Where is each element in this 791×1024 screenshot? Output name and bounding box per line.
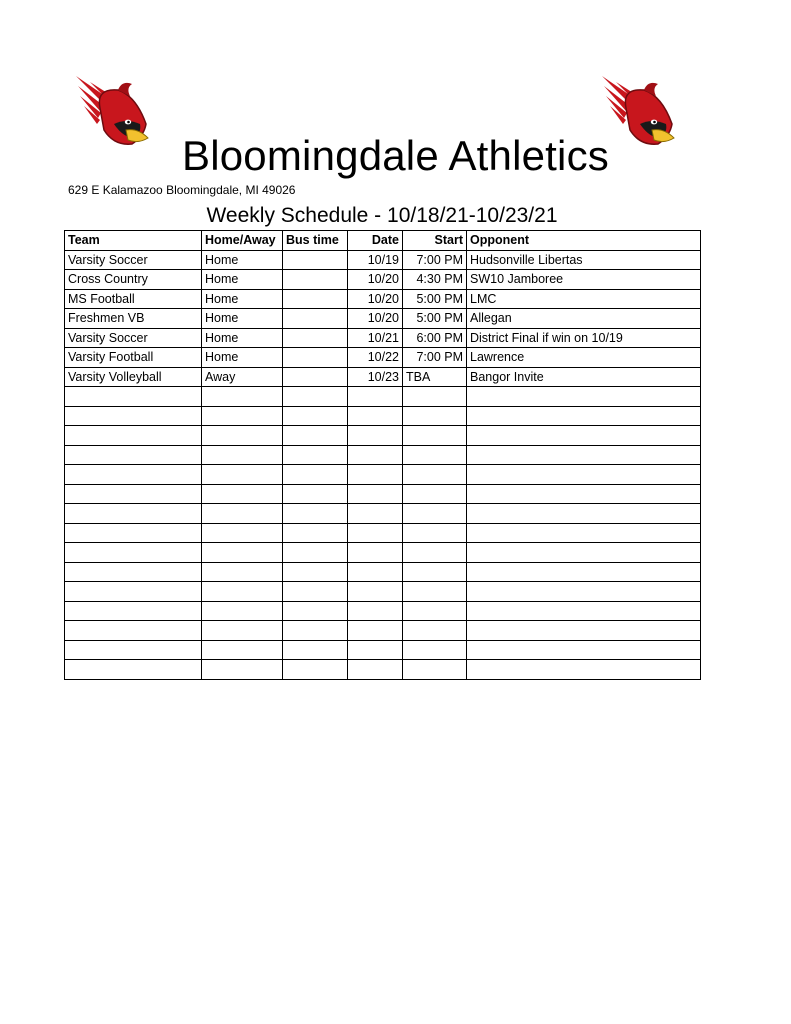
table-row (65, 348, 701, 368)
cell-date: 10/21 (348, 328, 403, 348)
cell-opponent (467, 582, 701, 602)
cell-team (65, 465, 202, 485)
cell-team: Varsity Volleyball (65, 367, 202, 387)
header-team: Team (65, 231, 202, 251)
cell-team (65, 660, 202, 680)
cell-opponent (467, 387, 701, 407)
cell-team (65, 562, 202, 582)
cell-bus-time (283, 562, 348, 582)
cell-bus-time (283, 445, 348, 465)
cell-start (403, 640, 467, 660)
table-row (65, 289, 701, 309)
cell-start: 5:00 PM (403, 289, 467, 309)
cell-home-away: Home (202, 309, 283, 329)
cell-date (348, 601, 403, 621)
table-row (65, 640, 701, 660)
cell-start (403, 543, 467, 563)
cell-bus-time (283, 601, 348, 621)
cell-home-away: Home (202, 328, 283, 348)
cell-date: 10/20 (348, 289, 403, 309)
cell-opponent (467, 504, 701, 524)
cell-start (403, 660, 467, 680)
cell-opponent (467, 621, 701, 641)
cell-opponent (467, 445, 701, 465)
cell-date: 10/19 (348, 250, 403, 270)
table-row (65, 484, 701, 504)
table-row (65, 445, 701, 465)
cell-opponent (467, 523, 701, 543)
cell-opponent (467, 562, 701, 582)
header-opponent: Opponent (467, 231, 701, 251)
cell-team (65, 484, 202, 504)
header-home-away: Home/Away (202, 231, 283, 251)
cell-start: 7:00 PM (403, 348, 467, 368)
cell-start (403, 582, 467, 602)
cell-date: 10/20 (348, 270, 403, 290)
cell-home-away: Home (202, 289, 283, 309)
cell-team (65, 387, 202, 407)
cell-team (65, 523, 202, 543)
cell-team (65, 640, 202, 660)
cell-home-away (202, 426, 283, 446)
cell-team (65, 601, 202, 621)
cell-bus-time (283, 270, 348, 290)
cell-start (403, 465, 467, 485)
cell-home-away: Home (202, 270, 283, 290)
page-title: Bloomingdale Athletics (182, 132, 609, 179)
cell-home-away (202, 621, 283, 641)
cell-date (348, 523, 403, 543)
cell-opponent: Bangor Invite (467, 367, 701, 387)
cell-bus-time (283, 484, 348, 504)
table-row (65, 270, 701, 290)
cell-home-away (202, 660, 283, 680)
cell-home-away (202, 465, 283, 485)
cell-home-away (202, 523, 283, 543)
cell-bus-time (283, 504, 348, 524)
cell-bus-time (283, 582, 348, 602)
cell-start (403, 406, 467, 426)
cell-bus-time (283, 250, 348, 270)
cell-date (348, 445, 403, 465)
cell-home-away (202, 484, 283, 504)
cell-date: 10/22 (348, 348, 403, 368)
cell-opponent: Lawrence (467, 348, 701, 368)
cell-home-away (202, 640, 283, 660)
cell-team (65, 426, 202, 446)
table-row (65, 543, 701, 563)
cell-bus-time (283, 309, 348, 329)
cell-start (403, 601, 467, 621)
cell-team: MS Football (65, 289, 202, 309)
header-date: Date (348, 231, 403, 251)
cell-opponent (467, 601, 701, 621)
school-address: 629 E Kalamazoo Bloomingdale, MI 49026 (68, 183, 296, 197)
table-row (65, 250, 701, 270)
cell-date (348, 621, 403, 641)
cell-opponent (467, 406, 701, 426)
cell-start (403, 445, 467, 465)
cell-date (348, 543, 403, 563)
cell-start (403, 426, 467, 446)
cell-opponent (467, 640, 701, 660)
cell-date (348, 640, 403, 660)
cell-start (403, 504, 467, 524)
cell-date (348, 504, 403, 524)
cell-start (403, 484, 467, 504)
cell-home-away (202, 562, 283, 582)
table-row (65, 367, 701, 387)
cell-opponent (467, 660, 701, 680)
table-row (65, 562, 701, 582)
cell-home-away (202, 387, 283, 407)
cell-team (65, 582, 202, 602)
cell-date (348, 426, 403, 446)
cell-bus-time (283, 289, 348, 309)
cell-bus-time (283, 348, 348, 368)
cell-date (348, 484, 403, 504)
cell-start (403, 387, 467, 407)
table-row (65, 523, 701, 543)
cell-bus-time (283, 367, 348, 387)
table-row (65, 406, 701, 426)
header-bus-time: Bus time (283, 231, 348, 251)
cell-team (65, 406, 202, 426)
cell-bus-time (283, 465, 348, 485)
cell-start (403, 562, 467, 582)
table-header-row (65, 231, 701, 251)
cell-team: Varsity Soccer (65, 328, 202, 348)
cell-date (348, 465, 403, 485)
cell-start: TBA (403, 367, 467, 387)
cell-date (348, 387, 403, 407)
schedule-body (65, 250, 701, 679)
table-row (65, 309, 701, 329)
table-row (65, 426, 701, 446)
cell-bus-time (283, 660, 348, 680)
cell-home-away (202, 445, 283, 465)
cell-home-away (202, 601, 283, 621)
cell-home-away (202, 582, 283, 602)
table-row (65, 328, 701, 348)
cell-bus-time (283, 523, 348, 543)
cell-home-away (202, 504, 283, 524)
table-row (65, 601, 701, 621)
cell-opponent: Hudsonville Libertas (467, 250, 701, 270)
cell-start: 6:00 PM (403, 328, 467, 348)
cell-start (403, 523, 467, 543)
cell-home-away (202, 406, 283, 426)
cell-date (348, 660, 403, 680)
cell-team: Varsity Football (65, 348, 202, 368)
schedule-table (64, 230, 701, 680)
cell-date (348, 582, 403, 602)
table-row (65, 465, 701, 485)
cell-bus-time (283, 640, 348, 660)
cell-home-away: Away (202, 367, 283, 387)
table-row (65, 387, 701, 407)
cell-home-away (202, 543, 283, 563)
cell-opponent: LMC (467, 289, 701, 309)
schedule-subtitle: Weekly Schedule - 10/18/21-10/23/21 (206, 204, 558, 227)
cell-home-away: Home (202, 348, 283, 368)
cell-team (65, 445, 202, 465)
cell-start: 5:00 PM (403, 309, 467, 329)
header-start: Start (403, 231, 467, 251)
cell-opponent: SW10 Jamboree (467, 270, 701, 290)
cell-date: 10/23 (348, 367, 403, 387)
cell-opponent: Allegan (467, 309, 701, 329)
cell-team (65, 504, 202, 524)
cell-date (348, 562, 403, 582)
cell-bus-time (283, 406, 348, 426)
table-row (65, 621, 701, 641)
cell-bus-time (283, 426, 348, 446)
cell-bus-time (283, 387, 348, 407)
cell-team: Varsity Soccer (65, 250, 202, 270)
cell-start: 7:00 PM (403, 250, 467, 270)
cell-team (65, 543, 202, 563)
table-row (65, 582, 701, 602)
cell-opponent (467, 426, 701, 446)
cell-date (348, 406, 403, 426)
cell-bus-time (283, 328, 348, 348)
cell-team: Freshmen VB (65, 309, 202, 329)
cell-date: 10/20 (348, 309, 403, 329)
cell-opponent (467, 465, 701, 485)
cell-bus-time (283, 543, 348, 563)
cell-team (65, 621, 202, 641)
cell-bus-time (283, 621, 348, 641)
cell-start (403, 621, 467, 641)
table-row (65, 660, 701, 680)
cell-team: Cross Country (65, 270, 202, 290)
cell-opponent (467, 543, 701, 563)
table-row (65, 504, 701, 524)
cell-opponent: District Final if win on 10/19 (467, 328, 701, 348)
cell-opponent (467, 484, 701, 504)
cell-start: 4:30 PM (403, 270, 467, 290)
cell-home-away: Home (202, 250, 283, 270)
